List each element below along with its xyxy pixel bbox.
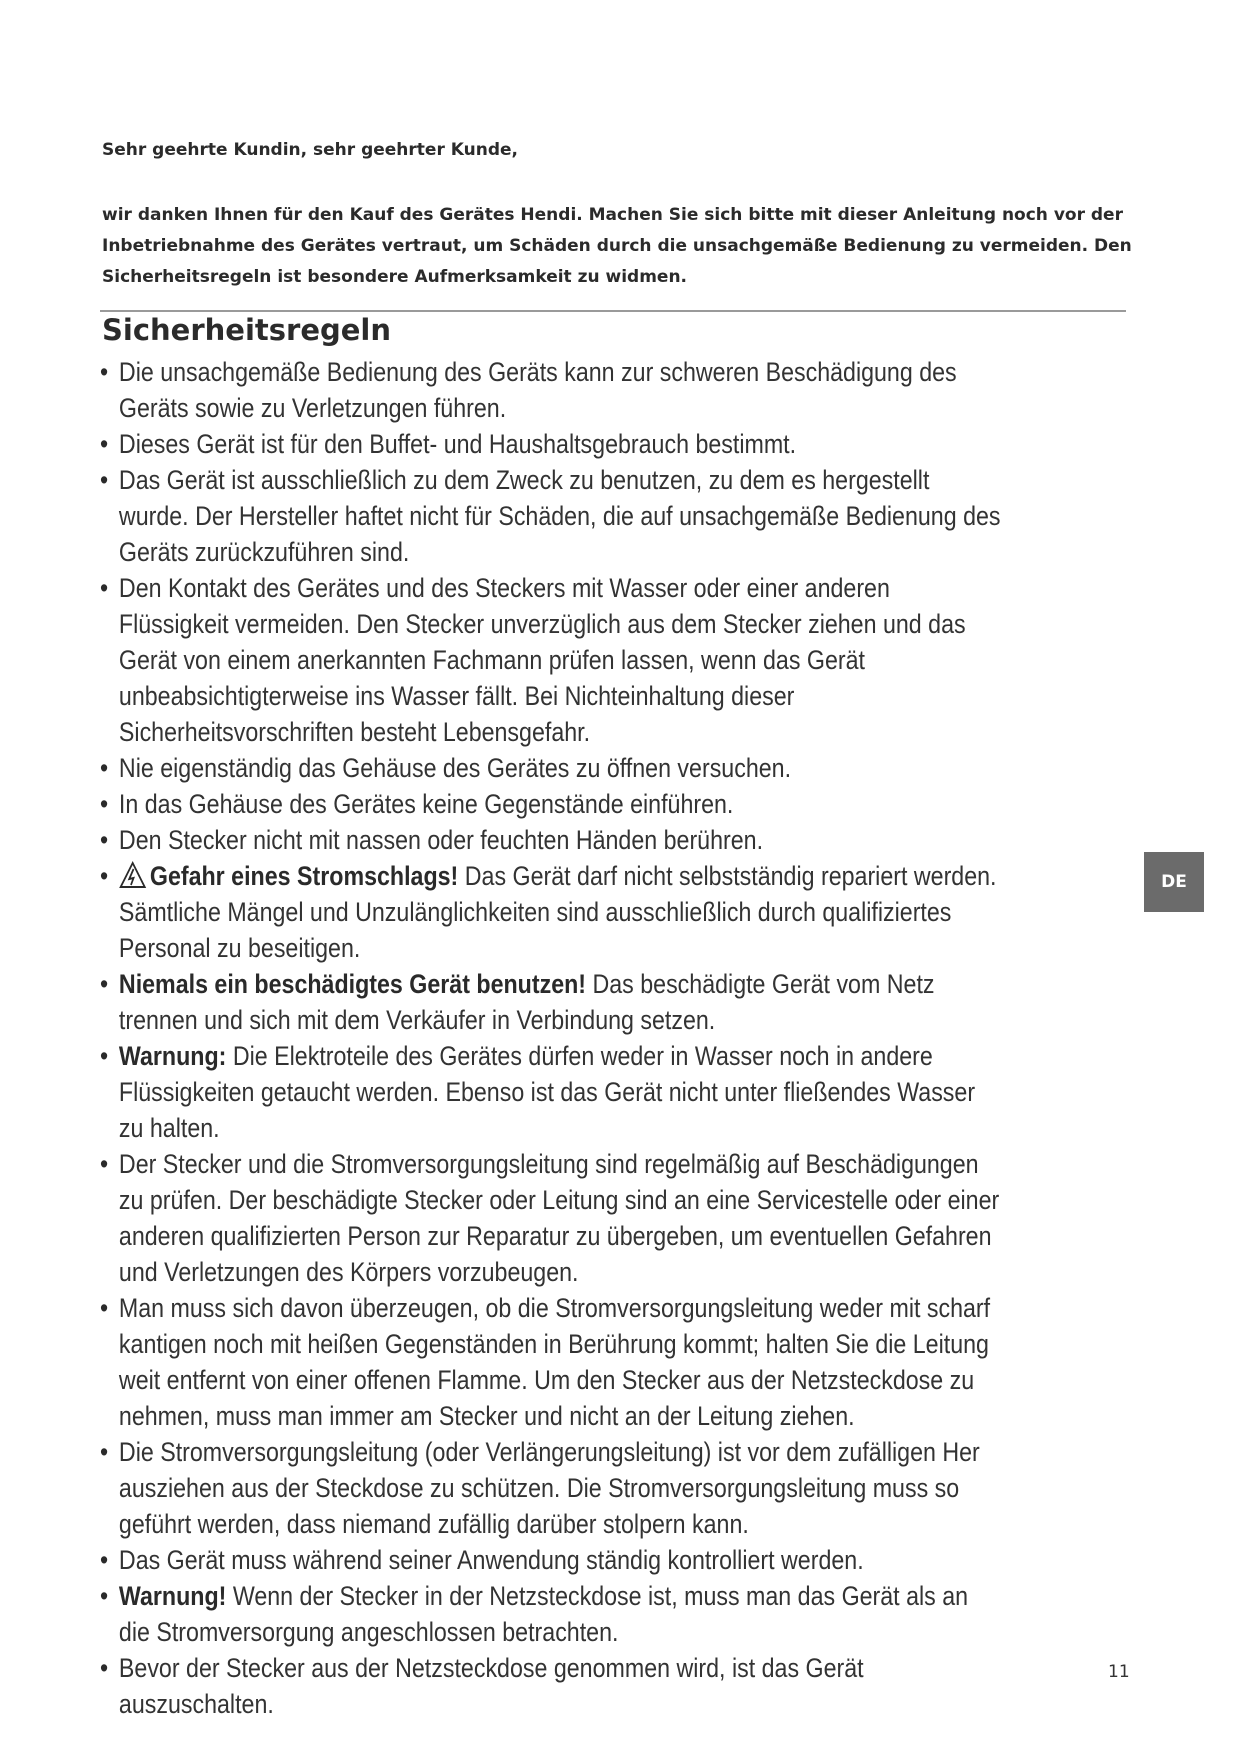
rule-text: Die unsachgemäße Bedienung des Geräts kann zur schweren Beschädigung des Geräts sowie zu Verletzungen führen.	[118, 357, 957, 423]
section-title: Sicherheitsregeln	[102, 313, 391, 347]
page-number: 11	[1108, 1662, 1130, 1682]
bullet: •	[100, 1293, 109, 1323]
rule-text: Das Gerät muss während seiner Anwendung ständig kontrolliert werden.	[118, 1545, 864, 1575]
list-item	[100, 426, 1003, 462]
list-item	[100, 1650, 1003, 1722]
list-item	[100, 822, 1003, 858]
rule-text: Nie eigenständig das Gehäuse des Gerätes zu öffnen versuchen.	[118, 753, 792, 783]
rule-lead: Warnung:	[118, 1041, 227, 1071]
rule-lead: Warnung!	[118, 1581, 227, 1611]
bullet: •	[100, 573, 109, 603]
language-tab: DE	[1144, 852, 1204, 912]
list-item	[100, 1146, 1003, 1290]
rule-text: Man muss sich davon überzeugen, ob die Stromversorgungsleitung weder mit scharf kantigen noch mit heißen Gegenständen in Berührung kommt; halten Sie die Leitung weit entfernt von einer offenen Flamme. Um den Stecker aus der Netzsteckdose zu nehmen, muss man immer am Stecker und nicht an der Leitung ziehen.	[118, 1293, 991, 1431]
electric-hazard-icon	[119, 861, 147, 889]
section-divider	[100, 310, 1126, 312]
safety-rules-list	[100, 354, 1003, 1722]
rule-text: Das Gerät darf nicht selbstständig repariert werden. Sämtliche Mängel und Unzulänglichkeiten sind ausschließlich durch qualifiziertes Personal zu beseitigen.	[118, 861, 997, 963]
greeting: Sehr geehrte Kundin, sehr geehrter Kunde,	[102, 140, 518, 160]
rule-text: Das beschädigte Gerät vom Netz trennen und sich mit dem Verkäufer in Verbindung setzen.	[118, 969, 935, 1035]
bullet: •	[100, 753, 109, 783]
list-item	[100, 966, 1003, 1038]
list-item	[100, 1434, 1003, 1542]
bullet: •	[100, 465, 109, 495]
rule-text: Den Stecker nicht mit nassen oder feuchten Händen berühren.	[118, 825, 764, 855]
rule-text: In das Gehäuse des Gerätes keine Gegenstände einführen.	[118, 789, 734, 819]
list-item	[100, 1542, 1003, 1578]
rule-lead: Niemals ein beschädigtes Gerät benutzen!	[118, 969, 587, 999]
rule-text: Der Stecker und die Stromversorgungsleitung sind regelmäßig auf Beschädigungen zu prüfen. Der beschädigte Stecker oder Leitung sind an eine Servicestelle oder einer anderen qualifizierten Person zur Reparatur zu übergeben, um eventuellen Gefahren und Verletzungen des Körpers vorzubeugen.	[118, 1149, 1000, 1287]
rule-text: Wenn der Stecker in der Netzsteckdose ist, muss man das Gerät als an die Stromversorgung angeschlossen betrachten.	[118, 1581, 969, 1647]
bullet: •	[100, 1041, 109, 1071]
bullet: •	[100, 825, 109, 855]
list-item	[100, 750, 1003, 786]
intro-paragraph: wir danken Ihnen für den Kauf des Gerätes Hendi. Machen Sie sich bitte mit dieser Anleitung noch vor der Inbetriebnahme des Gerätes vertraut, um Schäden durch die unsachgemäße Bedienung zu vermeiden. Den Sicherheitsregeln ist besondere Aufmerksamkeit zu widmen.	[102, 205, 1132, 287]
bullet: •	[100, 969, 109, 999]
rule-text: Den Kontakt des Gerätes und des Steckers mit Wasser oder einer anderen Flüssigkeit vermeiden. Den Stecker unverzüglich aus dem Stecker ziehen und das Gerät von einem anerkannten Fachmann prüfen lassen, wenn das Gerät unbeabsichtigterweise ins Wasser fällt. Bei Nichteinhaltung dieser Sicherheitsvorschriften besteht Lebensgefahr.	[118, 573, 966, 747]
list-item	[100, 1290, 1003, 1434]
rule-text: Die Stromversorgungsleitung (oder Verlängerungsleitung) ist vor dem zufälligen Her ausziehen aus der Steckdose zu schützen. Die Stromversorgungsleitung muss so geführt werden, dass niemand zufällig darüber stolpern kann.	[118, 1437, 980, 1539]
bullet: •	[100, 1545, 109, 1575]
rule-text: Bevor der Stecker aus der Netzsteckdose genommen wird, ist das Gerät auszuschalten.	[118, 1653, 864, 1719]
rule-lead: Gefahr eines Stromschlags!	[149, 861, 459, 891]
bullet: •	[100, 1437, 109, 1467]
list-item	[100, 858, 1003, 966]
bullet: •	[100, 861, 109, 891]
bullet: •	[100, 1149, 109, 1179]
list-item	[100, 1578, 1003, 1650]
bullet: •	[100, 1653, 109, 1683]
list-item	[100, 462, 1003, 570]
list-item	[100, 786, 1003, 822]
list-item	[100, 1038, 1003, 1146]
rule-text: Dieses Gerät ist für den Buffet- und Haushaltsgebrauch bestimmt.	[118, 429, 797, 459]
rule-text: Das Gerät ist ausschließlich zu dem Zweck zu benutzen, zu dem es hergestellt wurde. Der Hersteller haftet nicht für Schäden, die auf unsachgemäße Bedienung des Geräts zurückzuführen sind.	[118, 465, 1001, 567]
list-item	[100, 570, 1003, 750]
bullet: •	[100, 429, 109, 459]
list-item	[100, 354, 1003, 426]
bullet: •	[100, 789, 109, 819]
bullet: •	[100, 1581, 109, 1611]
bullet: •	[100, 357, 109, 387]
rule-text: Die Elektroteile des Gerätes dürfen weder in Wasser noch in andere Flüssigkeiten getaucht werden. Ebenso ist das Gerät nicht unter fließendes Wasser zu halten.	[118, 1041, 976, 1143]
